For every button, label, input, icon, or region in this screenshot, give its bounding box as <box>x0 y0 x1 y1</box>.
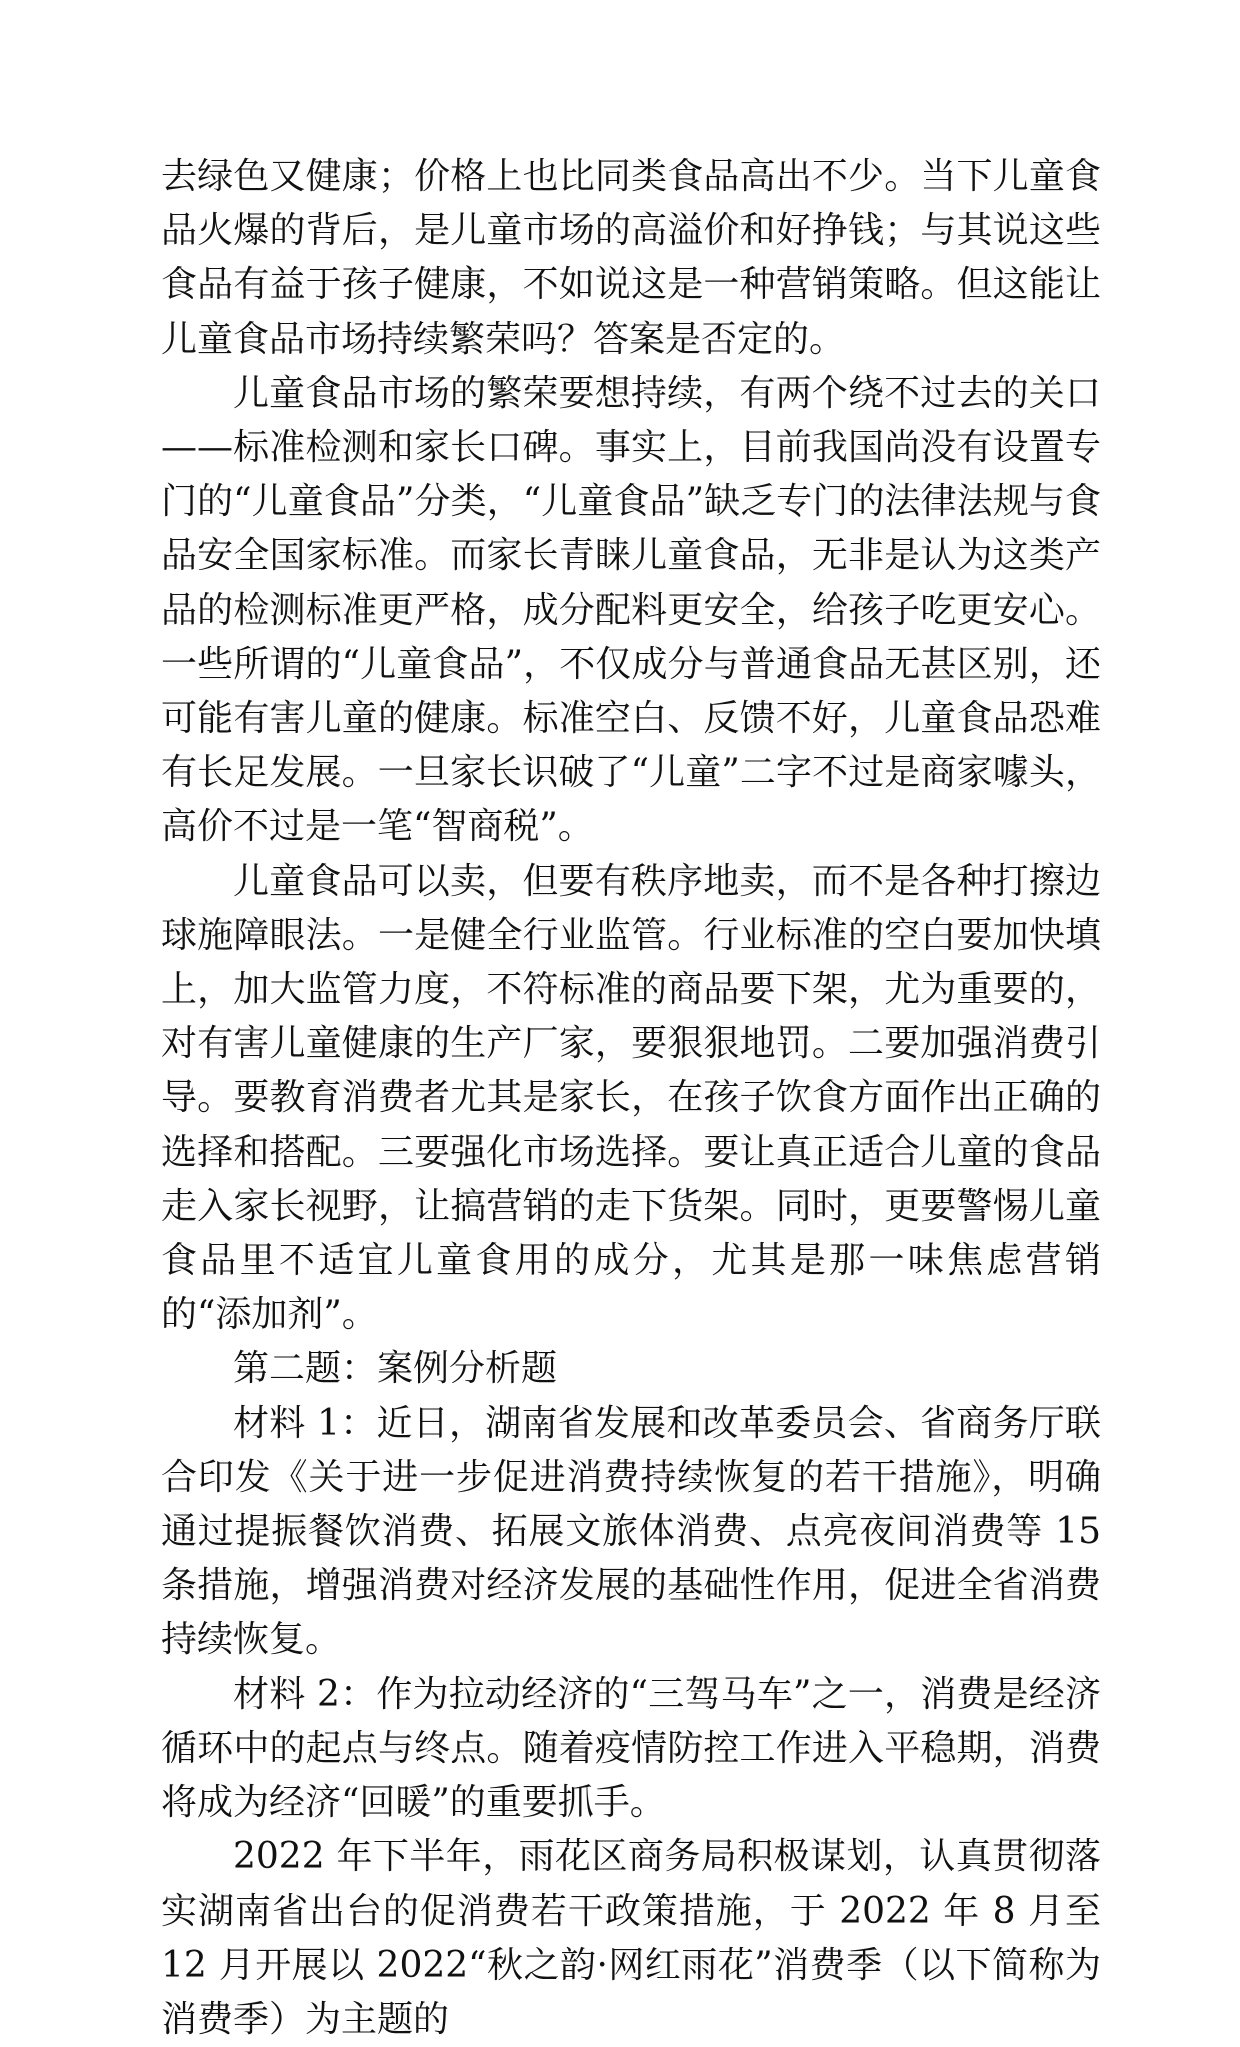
paragraph-2: 儿童食品市场的繁荣要想持续，有两个绕不过去的关口——标准检测和家长口碑。事实上，目前我国尚没有设置专门的“儿童食品”分类，“儿童食品”缺乏专门的法律法规与食品安全国家标准。而家长青睐儿童食品，无非是认为这类产品的检测标准更严格，成分配料更安全，给孩子吃更安心。一些所谓的“儿童食品”，不仅成分与普通食品无甚区别，还可能有害儿童的健康。标准空白、反馈不好，儿童食品恐难有长足发展。一旦家长识破了“儿童”二字不过是商家噱头，高价不过是一笔“智商税”。 <box>161 372 1101 848</box>
paragraph-7: 2022 年下半年，雨花区商务局积极谋划，认真贯彻落实湖南省出台的促消费若干政策措施，于 2022 年 8 月至 12 月开展以 2022“秋之韵·网红雨花”消费季（以下简称为消费季）为主题的 <box>161 1836 1101 2040</box>
section-heading: 第二题：案例分析题 <box>233 1348 558 1390</box>
paragraph-3: 儿童食品可以卖，但要有秩序地卖，而不是各种打擦边球施障眼法。一是健全行业监管。行业标准的空白要加快填上，加大监管力度，不符标准的商品要下架，尤为重要的，对有害儿童健康的生产厂家，要狠狠地罚。二要加强消费引导。要教育消费者尤其是家长，在孩子饮食方面作出正确的选择和搭配。三要强化市场选择。要让真正适合儿童的食品走入家长视野，让搞营销的走下货架。同时，更要警惕儿童食品里不适宜儿童食用的成分，尤其是那一味焦虑营销的“添加剂”。 <box>161 860 1101 1336</box>
document-body <box>161 150 1101 2047</box>
paragraph-material-2: 材料 2：作为拉动经济的“三驾马车”之一，消费是经济循环中的起点与终点。随着疫情防控工作进入平稳期，消费将成为经济“回暖”的重要抓手。 <box>161 1673 1101 1824</box>
paragraph-material-1: 材料 1：近日，湖南省发展和改革委员会、省商务厅联合印发《关于进一步促进消费持续恢复的若干措施》，明确通过提振餐饮消费、拓展文旅体消费、点亮夜间消费等 15 条措施，增强消费对经济发展的基础性作用，促进全省消费持续恢复。 <box>161 1402 1101 1661</box>
paragraph-1: 去绿色又健康；价格上也比同类食品高出不少。当下儿童食品火爆的背后，是儿童市场的高溢价和好挣钱；与其说这些食品有益于孩子健康，不如说这是一种营销策略。但这能让儿童食品市场持续繁荣吗？答案是否定的。 <box>161 156 1101 360</box>
